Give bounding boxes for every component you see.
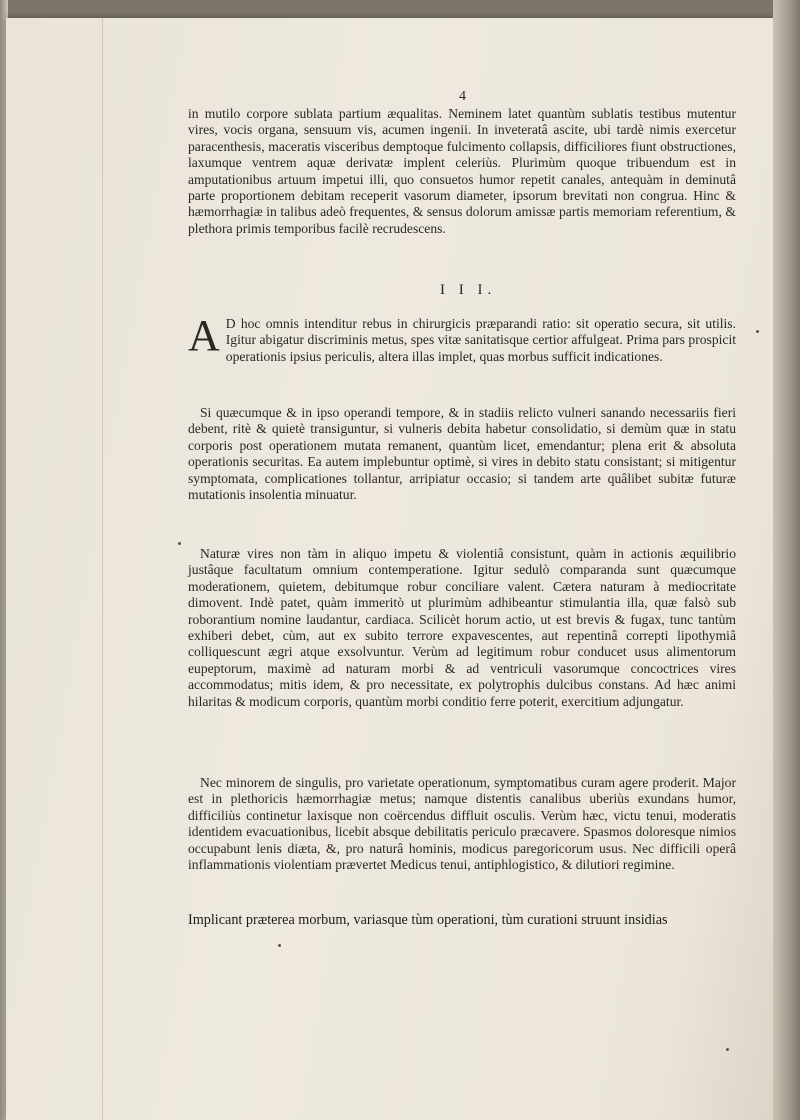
paper-speck: [726, 1048, 729, 1051]
paragraph-intro: [188, 311, 736, 365]
paragraph-intro-text: D hoc omnis intenditur rebus in chirurgicis præparandi ratio: sit operatio secura, sit utilis. Igitur abigatur discriminis metus, spes vitæ sanitatisque certior affulgeat. Prima pars prospicit operationis ipsius periculis, altera illas implet, quas morbus sufficit indicationes.: [225, 316, 736, 364]
paper-speck: [178, 542, 181, 545]
paragraph-securitas: Si quæcumque & in ipso operandi tempore, & in stadiis relicto vulneri sanando necessariis fieri debent, ritè & quietè transiguntur, si vulneris debita habetur consolidatio, si demùm quæ in statu corporis post operationem mutata remanent, quantùm licet, emendantur; plena erit & absoluta operationis securitas. Ea autem implebuntur optimè, si vires in debito statu consistant; si mitigentur symptomata, complicationes tollantur, arripiatur occasio; si tandem arte quâlibet subitæ futuræ mutationis insolentia minuatur.: [188, 405, 736, 503]
paragraph-continuation: in mutilo corpore sublata partium æqualitas. Neminem latet quantùm sublatis testibus mutentur vires, vocis organa, sensuum vis, acumen ingenii. In inveteratâ ascite, ubi tardè nimis exercetur paracenthesis, maceratis visceribus demptoque fulcimento collapsis, difficiliores fiunt obstructiones, laxumque ventrem aquæ derivatæ implent celeriùs. Plurimùm quoque tribuendum est in amputationibus artuum impetui illi, quo consuetos humor repetit canales, antequàm in deminutâ parte proportionem debitam receperit vasorum diameter, ipsorum brevitati non congrua. Hinc & hæmorrhagiæ in talibus adeò frequentes, & sensus dolorum amissæ partis memoriam referentium, & plethora primis temporibus facilè recrudescens.: [188, 106, 736, 236]
paragraph-symptomata: Nec minorem de singulis, pro varietate operationum, symptomatibus curam agere proderit. Major est in plethoricis hæmorrhagiæ metus; namque distentis canalibus uberiùs exundans humor, difficiliùs continetur laxisque non coërcendus diffluit osculis. Verùm hæc, victu tenui, moderatis identidem evacuationibus, licebit absque debilitatis periculo præcavere. Spasmos doloresque nimios occupabunt lenis diæta, &, pro naturâ hominis, modicus paregoricorum usus. Nec difficili operâ inflammationis violentiam prævertet Medicus tenui, antiphlogistico, & dilutiori regimine.: [188, 775, 736, 873]
section-heading: I I I.: [440, 282, 497, 298]
paper-speck: [278, 944, 281, 947]
drop-cap: A: [188, 311, 220, 360]
paragraph-catchline: Implicant præterea morbum, variasque tùm operationi, tùm curationi struunt insidias: [188, 912, 668, 928]
page-number: 4: [459, 89, 466, 104]
margin-rule: [102, 18, 103, 1120]
paper-speck: [756, 330, 759, 333]
book-right-edge: [773, 0, 800, 1120]
paragraph-naturae-vires: Naturæ vires non tàm in aliquo impetu & violentiâ consistunt, quàm in actionis æquilibrio justâque facultatum omnium contemperatione. Igitur sedulò comparanda sunt quæcumque moderationem, quietem, debitumque robur conciliare valent. Cætera naturam à mediocritate dimovent. Indè patet, quàm immeritò ut plurimùm adhibeantur stimulantia illa, quæ falsò sub roborantium nomine laudantur, cardiaca. Scilicèt horum actio, ut est brevis & fugax, tunc tantùm exhiberi debet, cùm, aut ex subito terrore expavescentes, aut repentinâ correpti lipothymiâ colliquescunt ægri atque exsolvuntur. Verùm ad legitimum robur conducet usus alimentorum eupeptorum, maximè ad naturam morbi & ad ventriculi vasorumque concoctrices vires accommodatus; mitis idem, & pro necessitate, ex polytrophis dulcibus constans. Ad hæc animi hilaritas & modicum corporis, quantùm morbi conditio ferre poterit, exercitium adjungatur.: [188, 546, 736, 709]
